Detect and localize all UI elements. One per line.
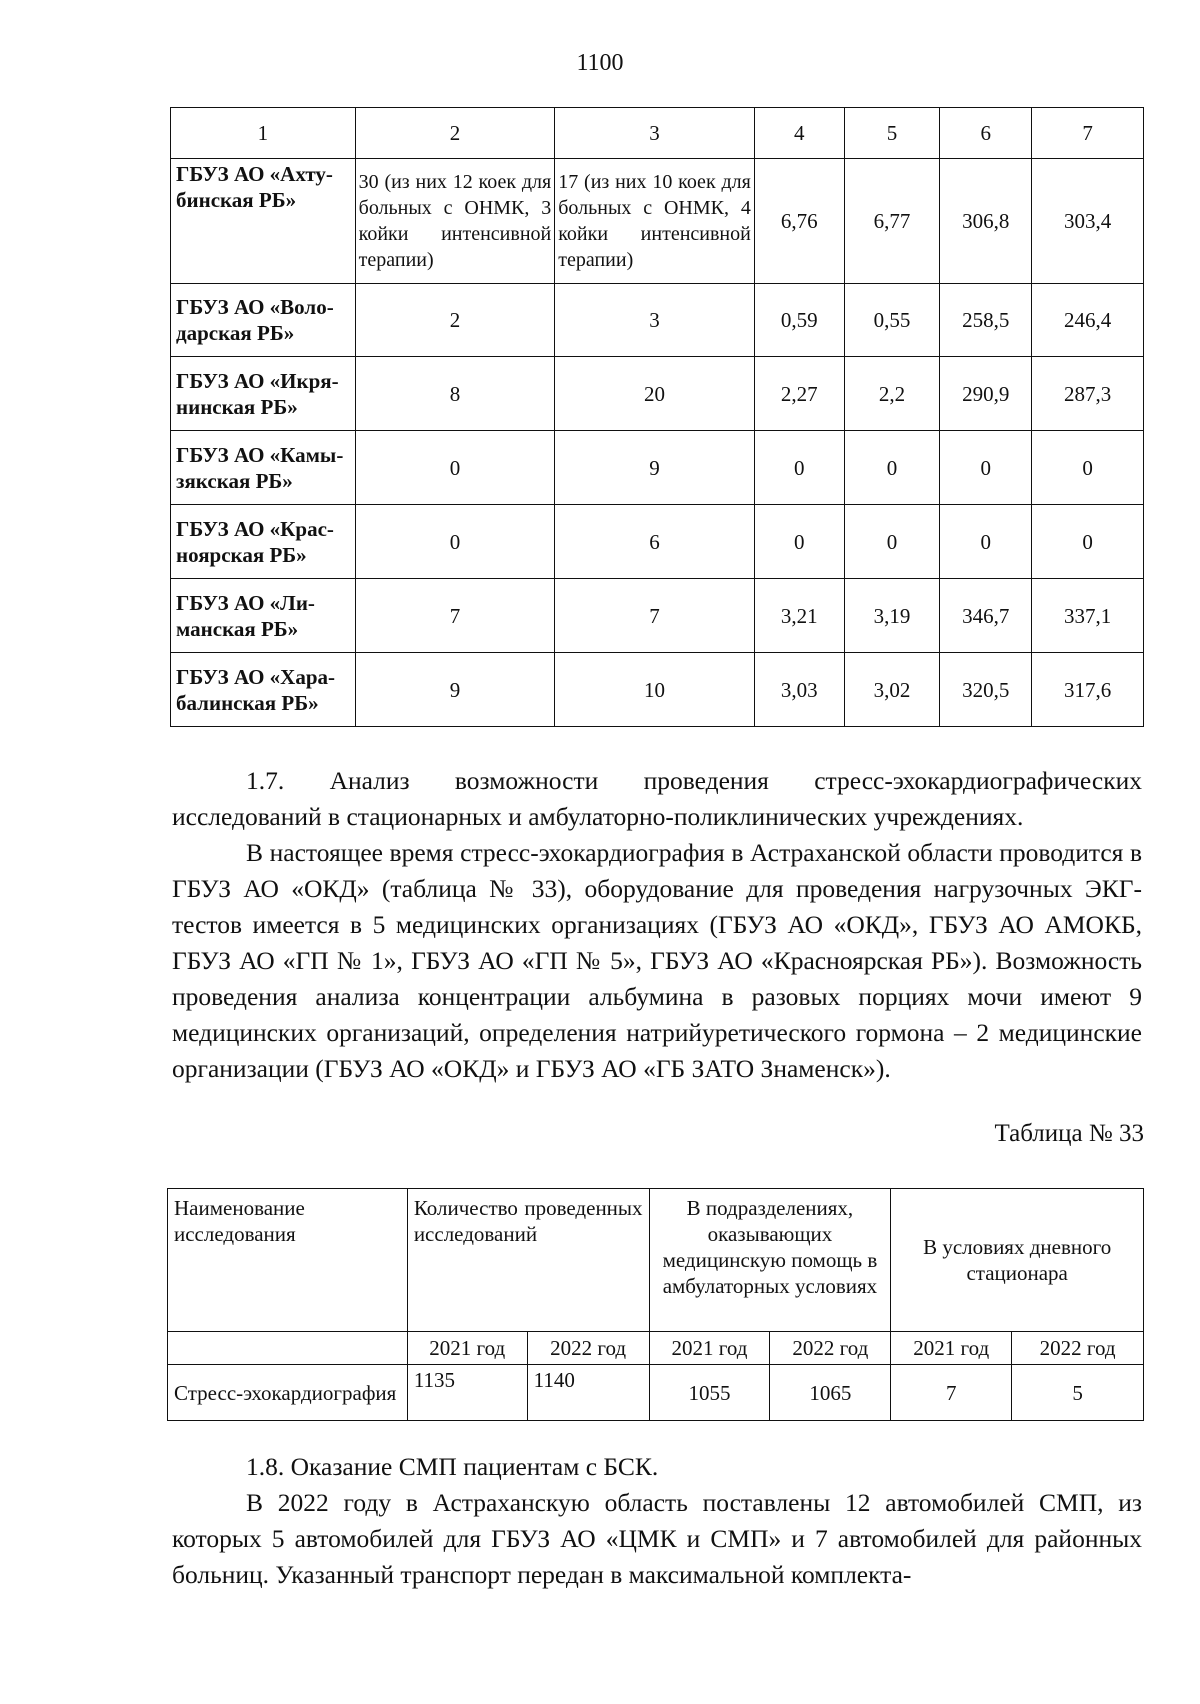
- table-cell: 9: [355, 653, 555, 727]
- year-label: 2021 год: [649, 1332, 770, 1365]
- table-row: [171, 505, 1144, 579]
- section-paragraph: В настоящее время стресс-эхокардиография в Астраханской области проводится в ГБУЗ АО «ОКД» (таблица № 33), оборудование для проведения нагрузочных ЭКГ-тестов имеется в 5 медицинских организациях (ГБУЗ АО «ОКД», ГБУЗ АО АМОКБ, ГБУЗ АО «ГП № 1», ГБУЗ АО «ГП № 5», ГБУЗ АО «Красноярская РБ»). Возможность проведения анализа концентрации альбумина в разовых порциях мочи имеют 9 медицинских организаций, определения натрийуретического гормона – 2 медицинские организации (ГБУЗ АО «ОКД» и ГБУЗ АО «ГБ ЗАТО Знаменск»).: [172, 838, 1142, 1083]
- table-cell: 1065: [770, 1365, 891, 1421]
- beds-table: [170, 107, 1144, 727]
- table-cell: 0: [844, 505, 940, 579]
- table-cell: 6: [555, 505, 755, 579]
- year-label: 2022 год: [1012, 1332, 1144, 1365]
- empty-cell: [168, 1332, 408, 1365]
- table-cell: 3,03: [754, 653, 844, 727]
- table-cell: 9: [555, 431, 755, 505]
- table-cell: 5: [1012, 1365, 1144, 1421]
- year-label: 2022 год: [770, 1332, 891, 1365]
- org-name: ГБУЗ АО «Ли-манская РБ»: [171, 579, 356, 653]
- table-cell: 0: [1032, 505, 1144, 579]
- table-cell: 0,59: [754, 284, 844, 357]
- header-study-name: Наименование исследования: [168, 1189, 408, 1332]
- study-name: Стресс-эхокардиография: [168, 1365, 408, 1421]
- section-heading: 1.7. Анализ возможности проведения стресс-эхокардиографических исследований в стационарных и амбулаторно-поликлинических учреждениях.: [172, 766, 1142, 831]
- org-name: ГБУЗ АО «Крас-ноярская РБ»: [171, 505, 356, 579]
- column-number: 6: [940, 108, 1032, 159]
- section-heading: 1.8. Оказание СМП пациентам с БСК.: [246, 1452, 659, 1481]
- table-cell: 2,27: [754, 357, 844, 431]
- table-cell: 7: [355, 579, 555, 653]
- year-row: [168, 1332, 1144, 1365]
- table-row: [171, 431, 1144, 505]
- table-row: [171, 357, 1144, 431]
- table-cell: 3,21: [754, 579, 844, 653]
- year-label: 2021 год: [891, 1332, 1012, 1365]
- column-number: 4: [754, 108, 844, 159]
- table-row: [171, 579, 1144, 653]
- table-cell: 2: [355, 284, 555, 357]
- table-cell: 317,6: [1032, 653, 1144, 727]
- table-cell: 0: [1032, 431, 1144, 505]
- table-cell: 0: [355, 505, 555, 579]
- table-cell: 0: [940, 431, 1032, 505]
- stress-echo-table: [167, 1188, 1144, 1421]
- table-cell: 7: [555, 579, 755, 653]
- table-cell: 0: [844, 431, 940, 505]
- table-cell: 258,5: [940, 284, 1032, 357]
- table-caption: Таблица № 33: [994, 1120, 1144, 1147]
- table-row: [171, 653, 1144, 727]
- table-cell: 0: [754, 431, 844, 505]
- table-cell: 306,8: [940, 159, 1032, 284]
- table-cell: 30 (из них 12 коек для больных с ОНМК, 3 койки интенсивной терапии): [355, 159, 555, 284]
- column-number: 5: [844, 108, 940, 159]
- org-name: ГБУЗ АО «Камы-зякская РБ»: [171, 431, 356, 505]
- org-name: ГБУЗ АО «Хара-балинская РБ»: [171, 653, 356, 727]
- section-1-7: [172, 763, 1142, 1087]
- column-number: 2: [355, 108, 555, 159]
- table-cell: 6,77: [844, 159, 940, 284]
- table-cell: 287,3: [1032, 357, 1144, 431]
- table-cell: 3,19: [844, 579, 940, 653]
- table-cell: 0,55: [844, 284, 940, 357]
- column-number: 1: [171, 108, 356, 159]
- section-paragraph: В 2022 году в Астраханскую область поставлены 12 автомобилей СМП, из которых 5 автомобилей для ГБУЗ АО «ЦМК и СМП» и 7 автомобилей для районных больниц. Указанный транспорт передан в максимальной комплекта-: [172, 1488, 1142, 1589]
- column-number: 3: [555, 108, 755, 159]
- header-ambulatory: В подразделениях, оказывающих медицинскую помощь в амбулаторных условиях: [649, 1189, 891, 1332]
- table-cell: 6,76: [754, 159, 844, 284]
- table-row: [168, 1365, 1144, 1421]
- column-number: 7: [1032, 108, 1144, 159]
- section-1-8: [172, 1449, 1142, 1593]
- table-cell: 10: [555, 653, 755, 727]
- header-day-hospital: В условиях дневного стационара: [891, 1189, 1144, 1332]
- header-count: Количество проведенных исследований: [407, 1189, 649, 1332]
- org-name: ГБУЗ АО «Воло-дарская РБ»: [171, 284, 356, 357]
- table-cell: 246,4: [1032, 284, 1144, 357]
- page-number: 1100: [576, 50, 624, 76]
- table-cell: 290,9: [940, 357, 1032, 431]
- table-cell: 1055: [649, 1365, 770, 1421]
- table-cell: 1135: [407, 1365, 527, 1421]
- org-name: ГБУЗ АО «Икря-нинская РБ»: [171, 357, 356, 431]
- table-row: [171, 159, 1144, 284]
- year-label: 2021 год: [407, 1332, 527, 1365]
- org-name: ГБУЗ АО «Ахту-бинская РБ»: [171, 159, 356, 284]
- table-cell: 346,7: [940, 579, 1032, 653]
- table-cell: 0: [355, 431, 555, 505]
- table-cell: 3: [555, 284, 755, 357]
- table-cell: 337,1: [1032, 579, 1144, 653]
- table-cell: 3,02: [844, 653, 940, 727]
- table-header-row: [168, 1189, 1144, 1332]
- table-cell: 303,4: [1032, 159, 1144, 284]
- table-cell: 20: [555, 357, 755, 431]
- table-cell: 0: [754, 505, 844, 579]
- table-row: [171, 284, 1144, 357]
- table-cell: 320,5: [940, 653, 1032, 727]
- table-cell: 17 (из них 10 коек для больных с ОНМК, 4 койки интенсивной терапии): [555, 159, 755, 284]
- table-cell: 0: [940, 505, 1032, 579]
- table-cell: 2,2: [844, 357, 940, 431]
- table-cell: 8: [355, 357, 555, 431]
- table-cell: 1140: [527, 1365, 649, 1421]
- year-label: 2022 год: [527, 1332, 649, 1365]
- table-cell: 7: [891, 1365, 1012, 1421]
- table-header-row: [171, 108, 1144, 159]
